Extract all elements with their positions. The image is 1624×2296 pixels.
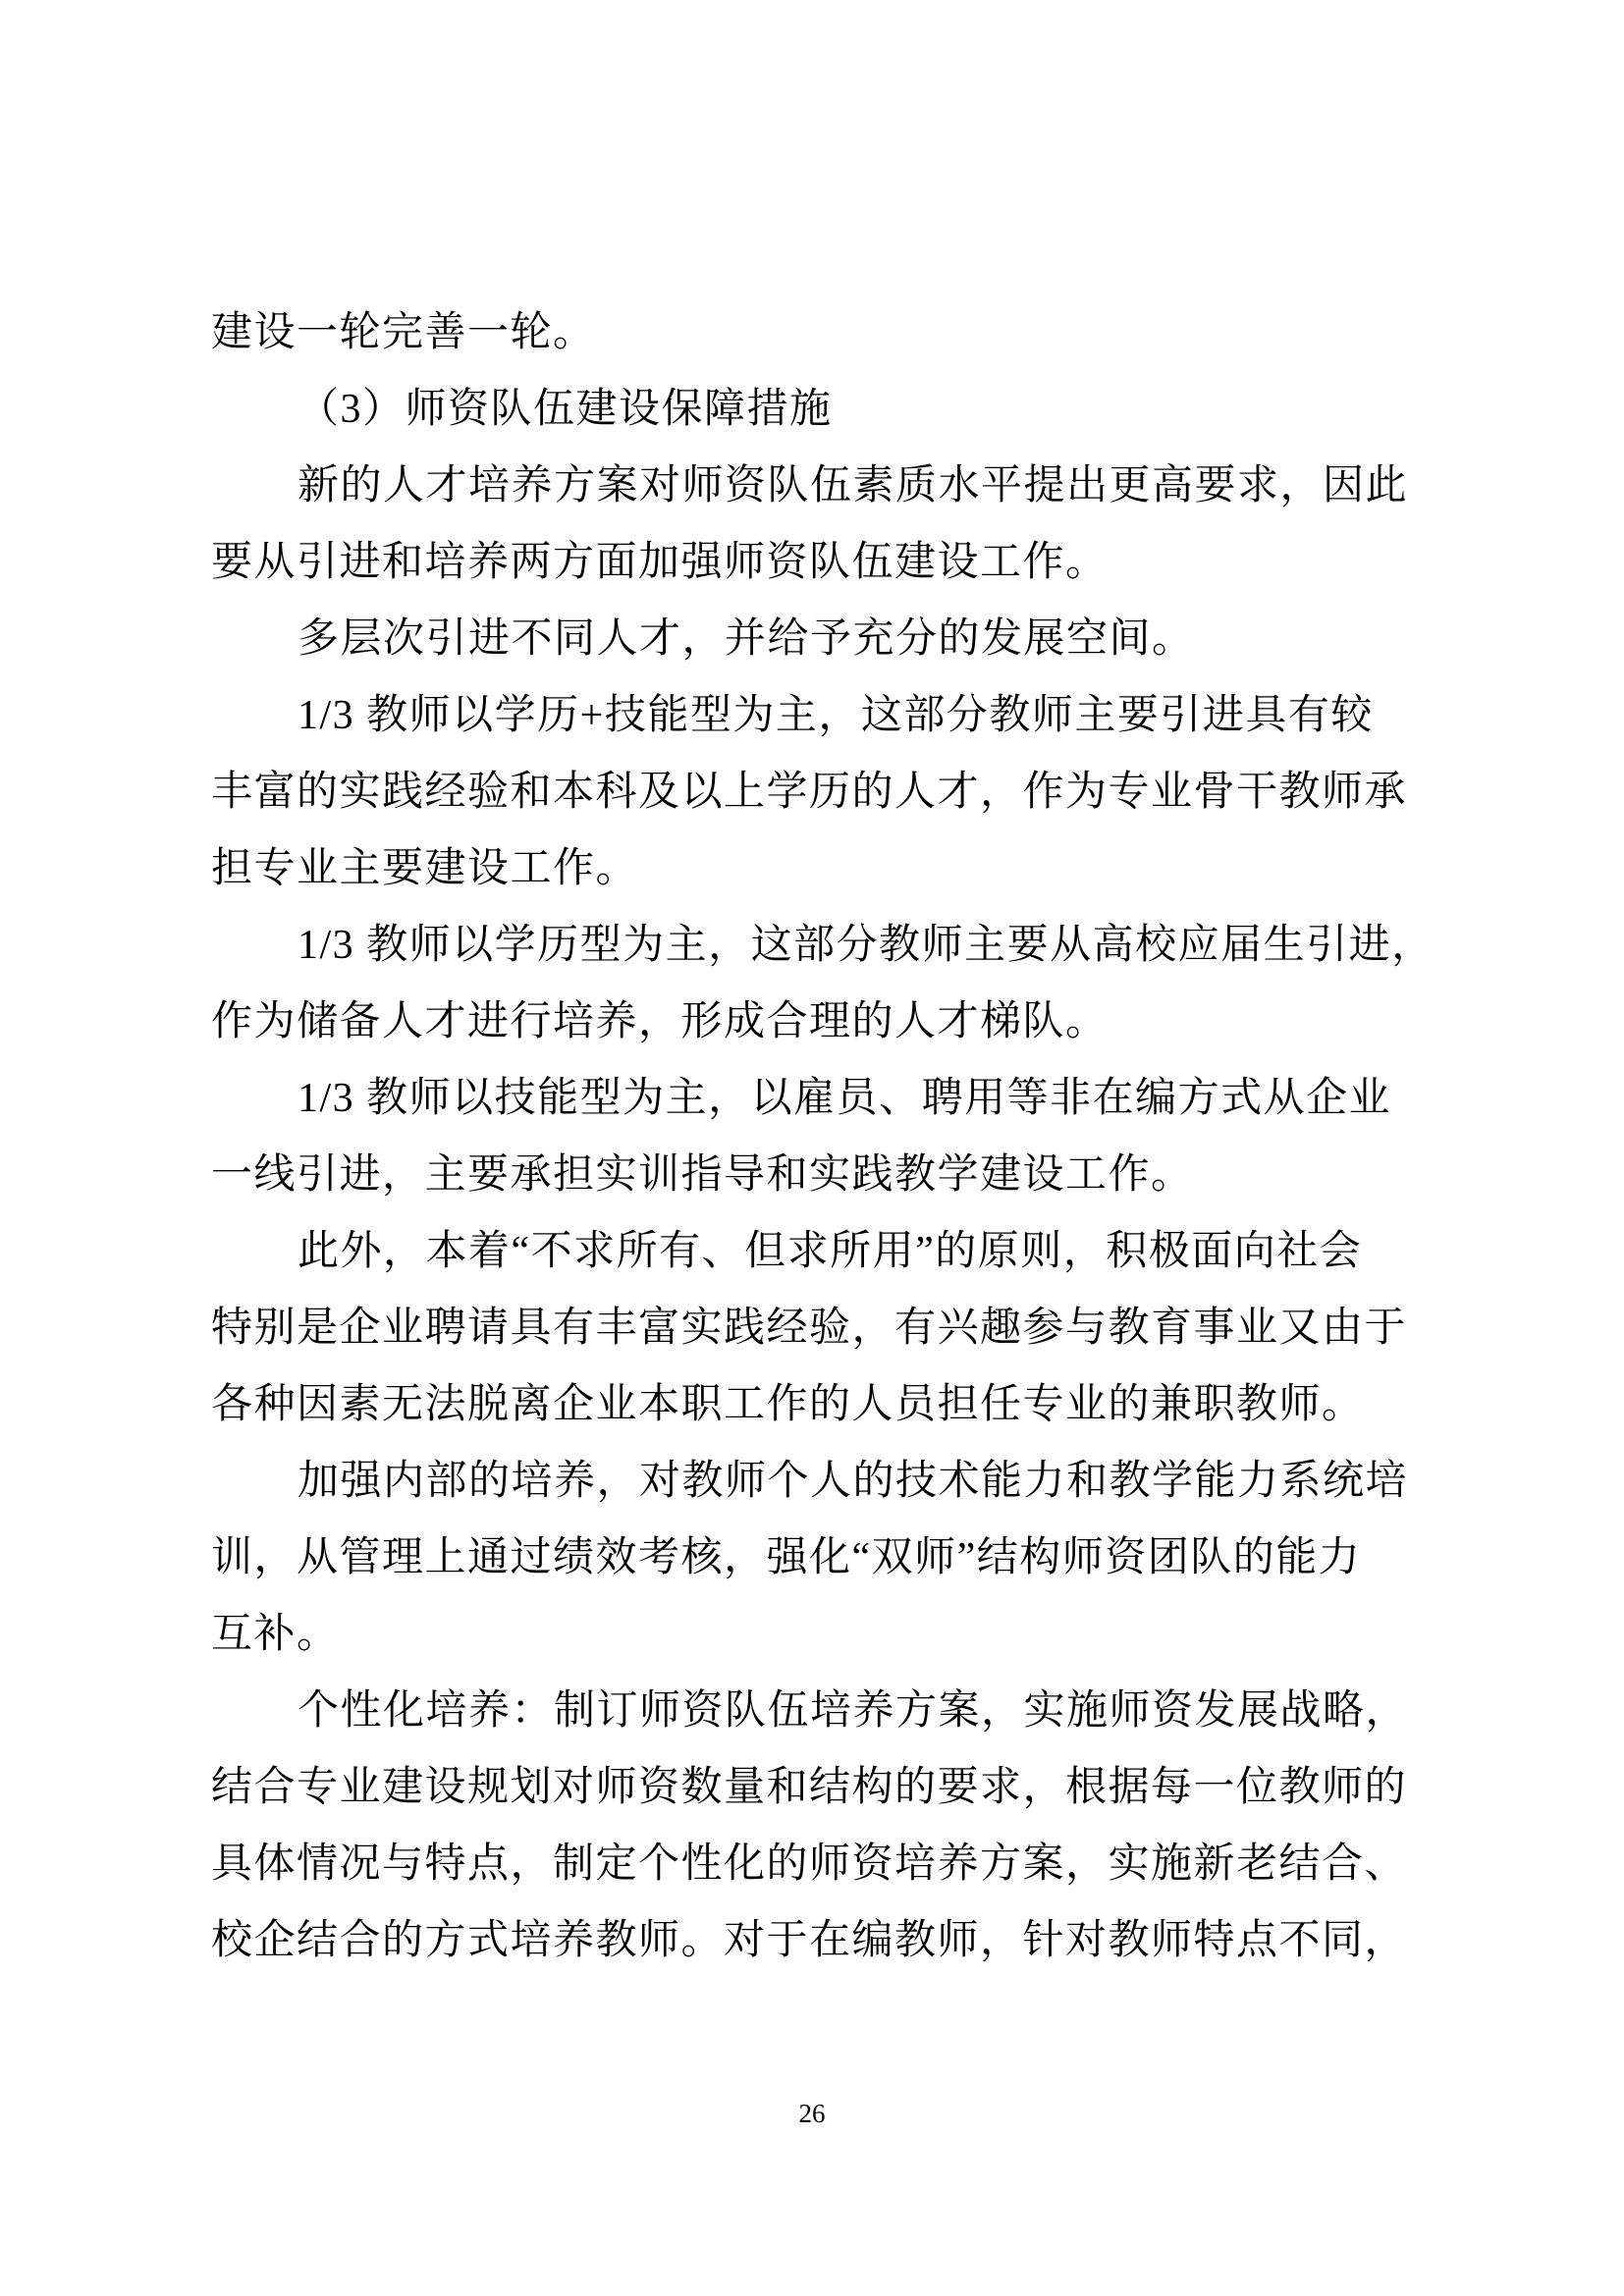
text-line: 多层次引进不同人才，并给予充分的发展空间。 (298, 616, 1195, 662)
text-line: 建设一轮完善一轮。 (211, 310, 596, 355)
text-line: （3）师资队伍建设保障措施 (298, 387, 833, 432)
text-line: 作为储备人才进行培养，形成合理的人才梯队。 (211, 999, 1109, 1044)
text-line: 新的人才培养方案对师资队伍素质水平提出更高要求，因此 (298, 463, 1409, 508)
text-line: 具体情况与特点，制定个性化的师资培养方案，实施新老结合、 (211, 1842, 1408, 1887)
text-line: 丰富的实践经验和本科及以上学历的人才，作为专业骨干教师承 (211, 770, 1408, 815)
text-line: 个性化培养：制订师资队伍培养方案，实施师资发展战略， (298, 1688, 1409, 1734)
page-number: 26 (798, 2099, 826, 2128)
text-line: 要从引进和培养两方面加强师资队伍建设工作。 (211, 540, 1109, 585)
document-body (211, 294, 1435, 1979)
text-line: 1/3 教师以技能型为主，以雇员、聘用等非在编方式从企业 (298, 1076, 1392, 1121)
text-line: 结合专业建设规划对师资数量和结构的要求，根据每一位教师的 (211, 1765, 1408, 1810)
text-line: 加强内部的培养，对教师个人的技术能力和教学能力系统培 (298, 1459, 1409, 1504)
text-line: 互补。 (211, 1612, 340, 1657)
text-line: 1/3 教师以学历型为主，这部分教师主要从高校应届生引进， (298, 923, 1435, 968)
text-line: 一线引进，主要承担实训指导和实践教学建设工作。 (211, 1152, 1194, 1198)
text-line: 各种因素无法脱离企业本职工作的人员担任专业的兼职教师。 (211, 1382, 1365, 1427)
text-line: 校企结合的方式培养教师。对于在编教师，针对教师特点不同， (211, 1918, 1408, 1963)
text-line: 此外，本着“不求所有、但求所用”的原则，积极面向社会 (298, 1229, 1363, 1274)
text-line: 担专业主要建设工作。 (211, 846, 639, 891)
text-line: 特别是企业聘请具有丰富实践经验，有兴趣参与教育事业又由于 (211, 1306, 1408, 1351)
text-line: 1/3 教师以学历+技能型为主，这部分教师主要引进具有较 (298, 693, 1374, 738)
text-line: 训，从管理上通过绩效考核，强化“双师”结构师资团队的能力 (211, 1535, 1362, 1580)
